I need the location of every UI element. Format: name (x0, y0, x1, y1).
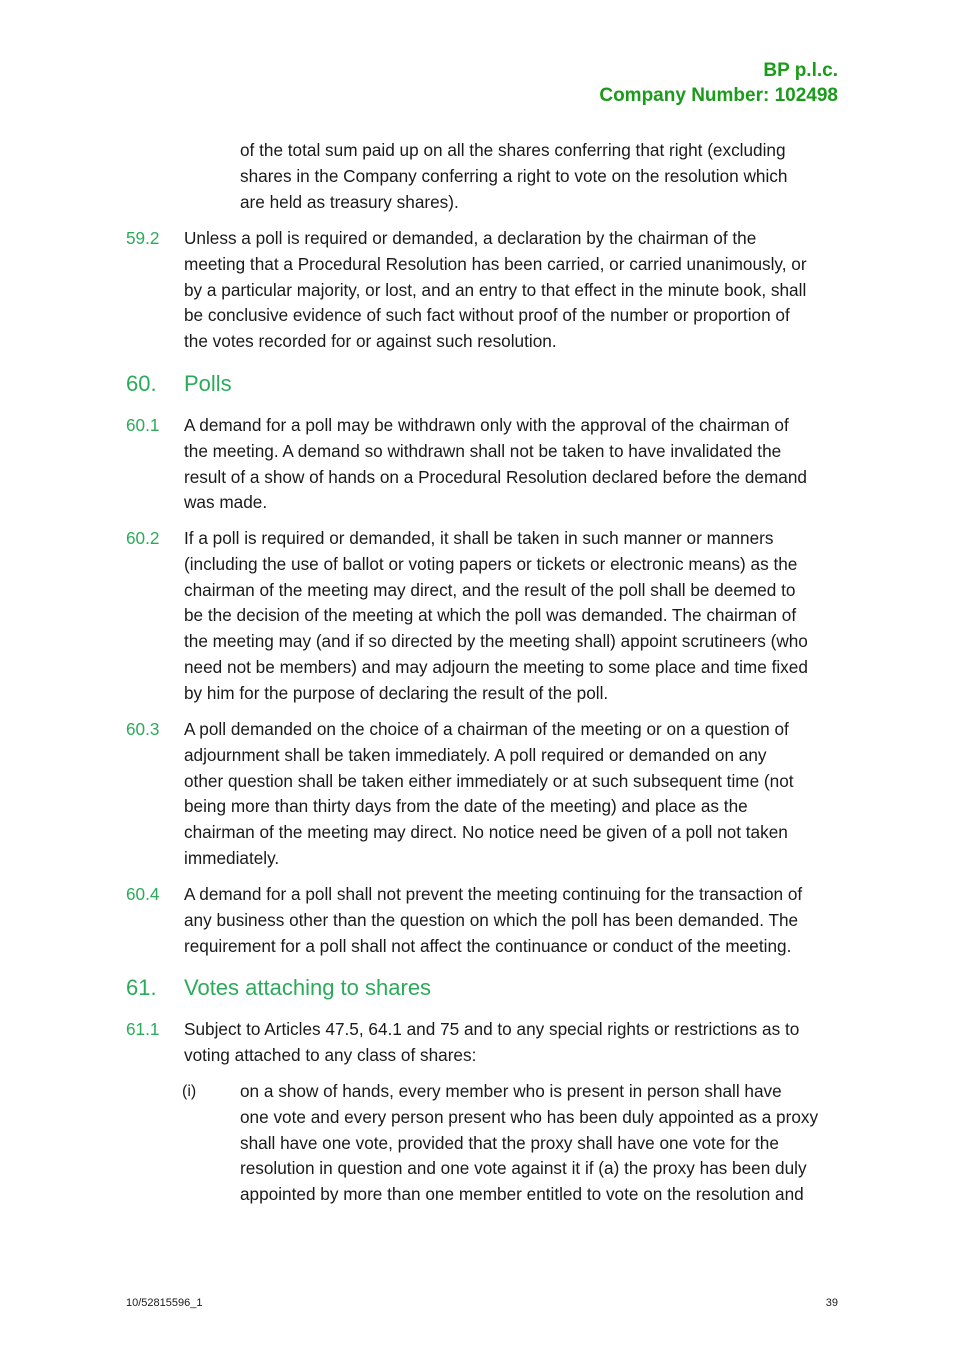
section-61-number: 61. (126, 975, 157, 1000)
text-line: meeting that a Procedural Resolution has been carried, or carried unanimously, or (184, 253, 807, 274)
clause-59-2-text (184, 226, 807, 355)
text-line: requirement for a poll shall not affect the continuance or conduct of the meeting. (184, 935, 792, 956)
text-line: the meeting may (and if so directed by the meeting shall) appoint scrutineers (who (184, 631, 808, 652)
text-line: one vote and every person present who has been duly appointed as a proxy (240, 1106, 819, 1127)
company-number: Company Number: 102498 (599, 85, 838, 106)
text-line: be conclusive evidence of such fact without proof of the number or proportion of (184, 305, 790, 326)
clause-number-60-2: 60.2 (126, 528, 160, 548)
subclause-number-i: (i) (182, 1083, 197, 1100)
text-line: Subject to Articles 47.5, 64.1 and 75 and to any special rights or restrictions as to (184, 1019, 800, 1039)
text-line: other question shall be taken either immediately or at such subsequent time (not (184, 770, 794, 791)
clause-number-61-1: 61.1 (126, 1019, 160, 1039)
text-line: Unless a poll is required or demanded, a declaration by the chairman of the (184, 228, 757, 248)
clause-60-3-text (184, 717, 794, 872)
clause-number-60-3: 60.3 (126, 719, 160, 739)
text-line: result of a show of hands on a Procedural Resolution declared before the demand (184, 466, 807, 487)
text-line: of the total sum paid up on all the shares conferring that right (excluding (240, 140, 786, 160)
text-line: A demand for a poll may be withdrawn only with the approval of the chairman of (184, 415, 789, 435)
clause-number-60-4: 60.4 (126, 884, 160, 904)
document-reference: 10/52815596_1 (126, 1297, 203, 1309)
text-line: shares in the Company conferring a right to vote on the resolution which (240, 165, 788, 186)
clause-number-60-1: 60.1 (126, 415, 160, 435)
text-line: shall have one vote, provided that the proxy shall have one vote for the (240, 1132, 779, 1153)
text-line: immediately. (184, 847, 280, 868)
clause-61-1-text (184, 1017, 799, 1069)
text-line: are held as treasury shares). (240, 191, 459, 212)
text-line: voting attached to any class of shares: (184, 1044, 477, 1065)
text-line: on a show of hands, every member who is present in person shall have (240, 1081, 782, 1101)
clause-60-4-text (184, 882, 802, 959)
text-line: need not be members) and may adjourn the meeting to some place and time fixed (184, 656, 808, 677)
section-60-number: 60. (126, 371, 157, 396)
page-number: 39 (825, 1297, 838, 1309)
text-line: chairman of the meeting may direct. No notice need be given of a poll not taken (184, 822, 788, 843)
text-line: (including the use of ballot or voting papers or tickets or electronic means) as the (184, 553, 798, 574)
text-line: by a particular majority, or lost, and an entry to that effect in the minute book, shall (184, 279, 807, 300)
clause-number-59-2: 59.2 (126, 228, 160, 248)
text-line: by him for the purpose of declaring the result of the poll. (184, 682, 609, 703)
text-line: resolution in question and one vote against it if (a) the proxy has been duly (240, 1158, 807, 1179)
clause-60-2-text (184, 526, 808, 707)
text-line: the meeting. A demand so withdrawn shall not be taken to have invalidated the (184, 440, 782, 461)
text-line: adjournment shall be taken immediately. A poll required or demanded on any (184, 744, 767, 765)
section-60-title: Polls (184, 371, 232, 396)
text-line: be the decision of the meeting at which the poll was demanded. The chairman of (184, 605, 797, 626)
company-name: BP p.l.c. (763, 60, 838, 81)
subclause-i-text (240, 1079, 818, 1208)
text-line: chairman of the meeting may direct, and the result of the poll shall be deemed to (184, 579, 796, 600)
section-61-title: Votes attaching to shares (184, 975, 432, 1000)
text-line: A poll demanded on the choice of a chairman of the meeting or on a question of (184, 719, 789, 739)
text-line: the votes recorded for or against such resolution. (184, 331, 557, 352)
text-line: was made. (184, 492, 268, 513)
clause-60-1-text (184, 413, 807, 516)
document-header (599, 58, 838, 108)
text-line: A demand for a poll shall not prevent the meeting continuing for the transaction of (184, 884, 803, 904)
continuation-paragraph (240, 138, 787, 215)
text-line: any business other than the question on which the poll has been demanded. The (184, 909, 799, 930)
text-line: appointed by more than one member entitled to vote on the resolution and (240, 1184, 804, 1205)
text-line: being more than thirty days from the date of the meeting) and place as the (184, 796, 748, 817)
text-line: If a poll is required or demanded, it shall be taken in such manner or manners (184, 528, 774, 548)
